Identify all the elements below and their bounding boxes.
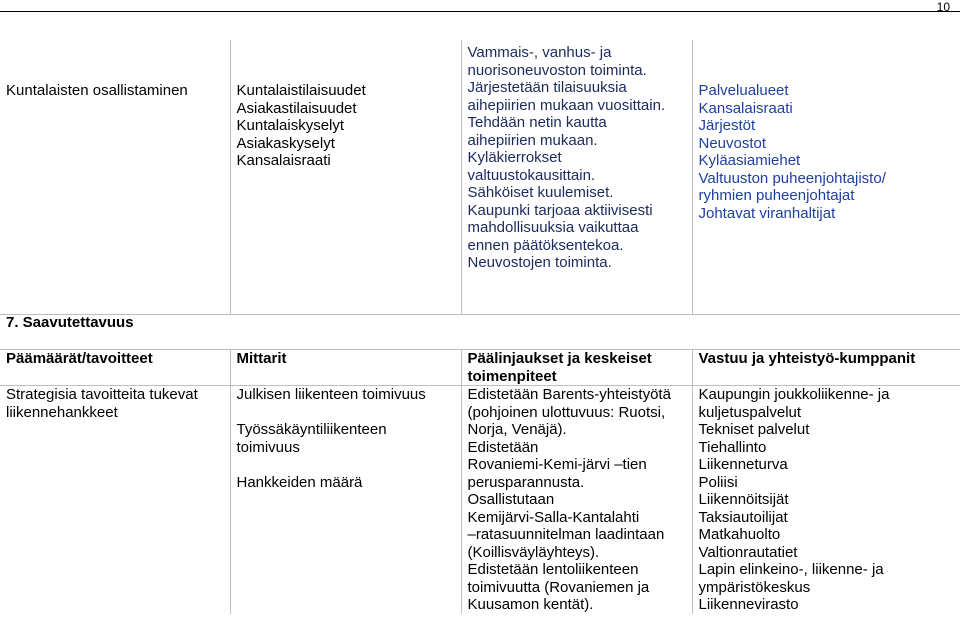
goal-cell: Kuntalaisten osallistaminen bbox=[6, 82, 188, 99]
list-item: Työssäkäyntiliikenteen bbox=[236, 421, 387, 438]
list-item: Neuvostot bbox=[698, 134, 767, 152]
list-item: aihepiirien mukaan. bbox=[467, 131, 598, 149]
list-item: perusparannusta. bbox=[467, 473, 585, 491]
list-item: Taksiautoilijat bbox=[698, 508, 788, 526]
metrics-cell bbox=[230, 386, 461, 614]
list-item: Neuvostojen toiminta. bbox=[467, 254, 612, 271]
list-item: Rovaniemi-Kemi-järvi –tien bbox=[467, 456, 647, 473]
list-item: Hankkeiden määrä bbox=[236, 473, 363, 491]
list-item: Liikennöitsijät bbox=[698, 491, 789, 508]
list-item: Poliisi bbox=[698, 473, 738, 491]
list-item: Johtavat viranhaltijat bbox=[698, 204, 836, 222]
list-item: Kyläkierrokset bbox=[467, 149, 562, 166]
list-item: Kyläasiamiehet bbox=[698, 152, 801, 169]
list-item: ennen päätöksentekoa. bbox=[467, 236, 624, 254]
list-item: Asiakaskyselyt bbox=[236, 134, 335, 152]
list-item: Kaupungin joukkoliikenne- ja bbox=[698, 386, 890, 403]
participation-table bbox=[0, 40, 960, 315]
list-item: Kansalaisraati bbox=[698, 99, 793, 117]
column-header: Päälinjaukset ja keskeiset toimenpiteet bbox=[461, 350, 692, 386]
table-header-row bbox=[0, 350, 960, 386]
list-item: Järjestetään tilaisuuksia bbox=[467, 79, 627, 96]
header-rule bbox=[0, 11, 960, 12]
list-item: Liikenneturva bbox=[698, 456, 788, 473]
list-item: Kuusamon kentät). bbox=[467, 596, 594, 613]
column-header: Vastuu ja yhteistyö-kumppanit bbox=[692, 350, 960, 386]
list-item: Lapin elinkeino-, liikenne- ja bbox=[698, 561, 884, 578]
list-item: –ratasuunnitelman laadintaan bbox=[467, 526, 665, 543]
list-item: Norja, Venäjä). bbox=[467, 421, 567, 438]
list-item: aihepiirien mukaan vuosittain. bbox=[467, 96, 666, 114]
list-item: Valtuuston puheenjohtajisto/ bbox=[698, 169, 886, 187]
list-item: Strategisia tavoitteita tukevat bbox=[6, 386, 198, 403]
goal-cell bbox=[0, 386, 230, 614]
list-item: Matkahuolto bbox=[698, 526, 781, 543]
list-item: Tekniset palvelut bbox=[698, 421, 810, 438]
metrics-cell bbox=[230, 40, 461, 315]
table-row bbox=[0, 386, 960, 614]
list-item: Palvelualueet bbox=[698, 82, 789, 99]
list-item: Sähköiset kuulemiset. bbox=[467, 184, 614, 201]
list-item: Kaupunki tarjoaa aktiivisesti bbox=[467, 201, 653, 219]
list-item: (pohjoinen ulottuvuus: Ruotsi, bbox=[467, 403, 666, 421]
list-item: Julkisen liikenteen toimivuus bbox=[236, 386, 426, 403]
column-header: Mittarit bbox=[230, 350, 461, 386]
list-item: Liikennevirasto bbox=[698, 596, 799, 613]
list-item: valtuustokausittain. bbox=[467, 166, 596, 184]
list-item: Edistetään Barents-yhteistyötä bbox=[467, 386, 671, 403]
list-item: Kemijärvi-Salla-Kantalahti bbox=[467, 508, 640, 526]
list-item: Valtionrautatiet bbox=[698, 543, 798, 561]
responsibility-cell bbox=[692, 386, 960, 614]
list-item: Kuntalaistilaisuudet bbox=[236, 82, 366, 99]
list-item: kuljetuspalvelut bbox=[698, 403, 802, 421]
list-item: toimivuus bbox=[236, 438, 300, 456]
list-item: liikennehankkeet bbox=[6, 403, 118, 421]
list-item: Edistetään lentoliikenteen bbox=[467, 561, 639, 578]
column-header: Päämäärät/tavoitteet bbox=[0, 350, 230, 386]
table-row bbox=[0, 40, 960, 315]
actions-cell bbox=[461, 40, 692, 315]
list-item: Kansalaisraati bbox=[236, 152, 331, 169]
page-number: 10 bbox=[936, 0, 950, 14]
list-item: Asiakastilaisuudet bbox=[236, 99, 357, 117]
list-item: Edistetään bbox=[467, 438, 539, 456]
list-item: mahdollisuuksia vaikuttaa bbox=[467, 219, 639, 236]
list-item: nuorisoneuvoston toiminta. bbox=[467, 61, 647, 79]
list-item: toimivuutta (Rovaniemen ja bbox=[467, 578, 650, 596]
list-item: ryhmien puheenjohtajat bbox=[698, 187, 855, 204]
list-item: Vammais-, vanhus- ja bbox=[467, 44, 612, 61]
list-item: (Koillisväyläyhteys). bbox=[467, 543, 600, 561]
section-title: 7. Saavutettavuus bbox=[6, 314, 134, 331]
actions-cell bbox=[461, 386, 692, 614]
list-item: ympäristökeskus bbox=[698, 578, 811, 596]
list-item: Kuntalaiskyselyt bbox=[236, 117, 345, 134]
list-item: Järjestöt bbox=[698, 117, 756, 134]
accessibility-table bbox=[0, 349, 960, 614]
responsibility-cell bbox=[692, 40, 960, 315]
list-item: Osallistutaan bbox=[467, 491, 555, 508]
list-item: Tehdään netin kautta bbox=[467, 114, 607, 131]
list-item: Tiehallinto bbox=[698, 438, 767, 456]
